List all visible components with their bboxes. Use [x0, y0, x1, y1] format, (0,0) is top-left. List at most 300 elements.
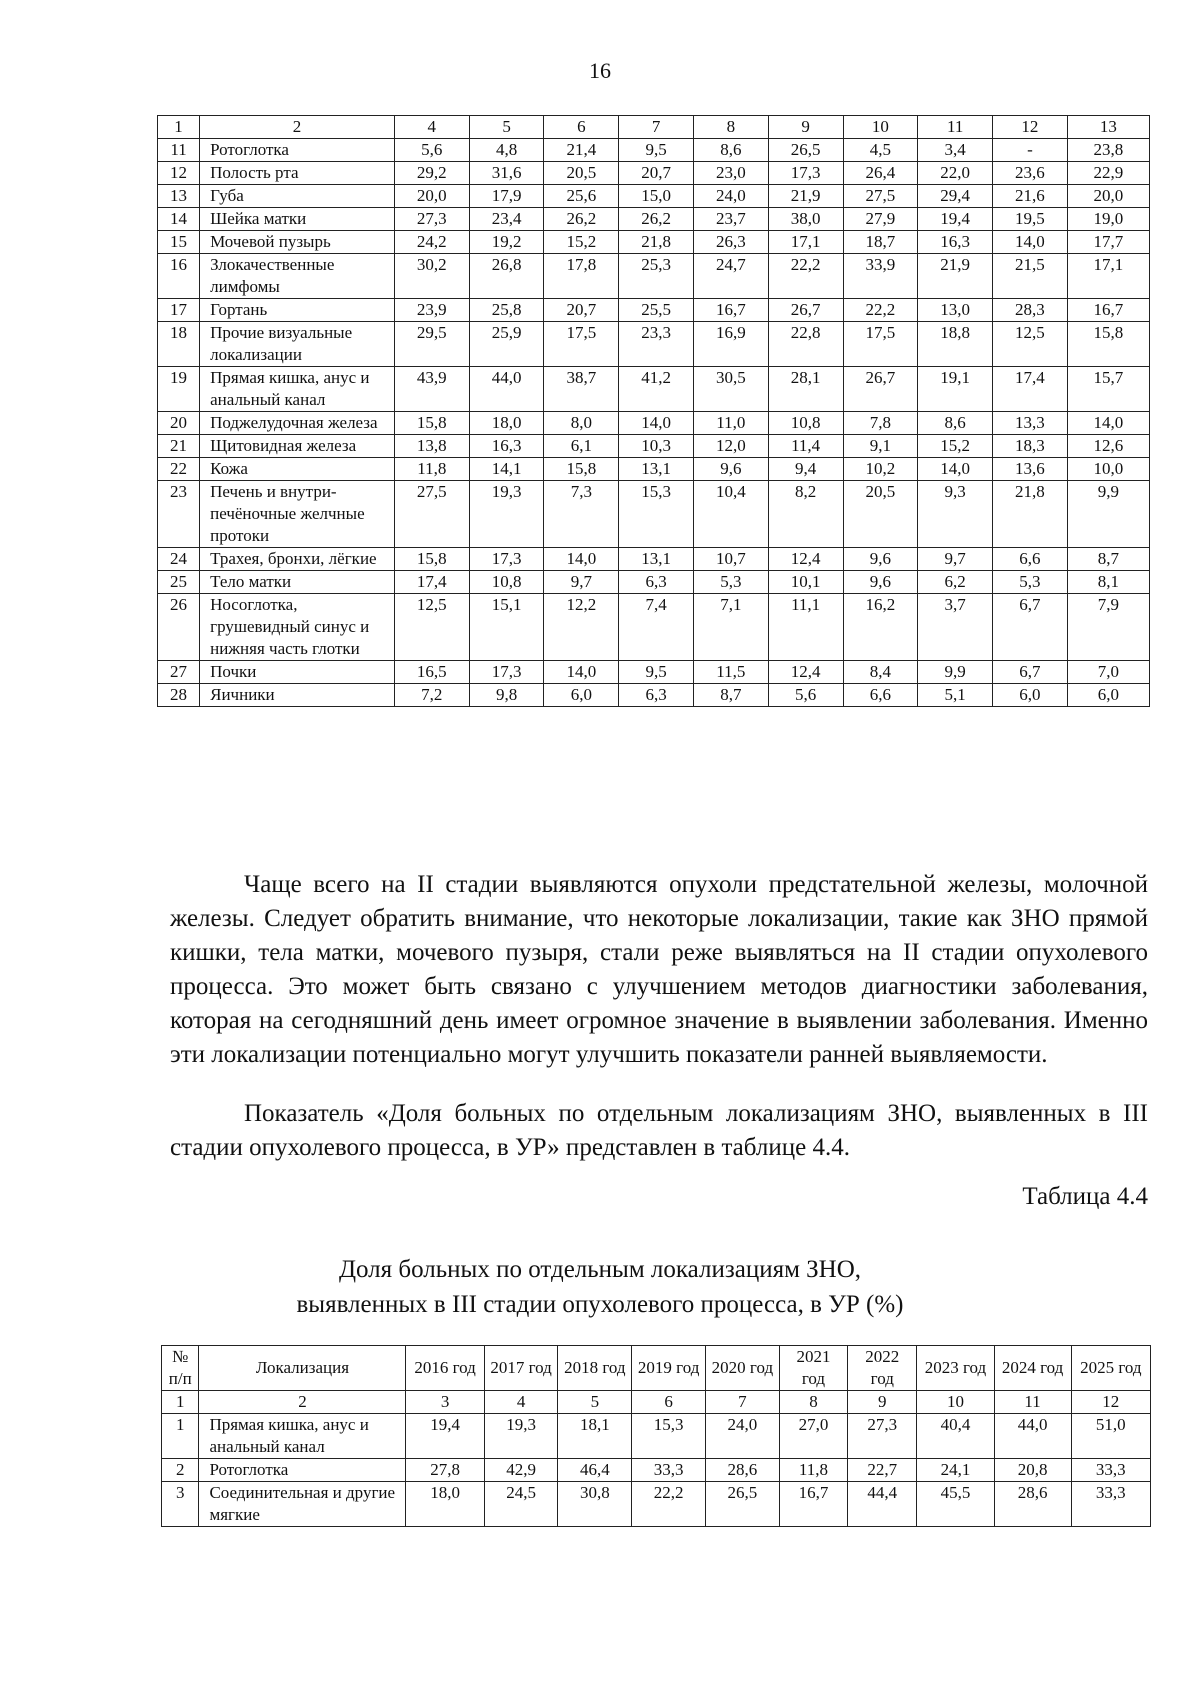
value-cell: 7,8: [843, 412, 918, 435]
row-number-cell: 20: [158, 412, 200, 435]
table-row: [158, 231, 1150, 254]
value-cell: 10,2: [843, 458, 918, 481]
value-cell: 19,1: [918, 367, 993, 412]
localization-cell: Шейка матки: [200, 208, 395, 231]
value-cell: 26,5: [768, 139, 843, 162]
value-cell: 22,8: [768, 322, 843, 367]
value-cell: 8,0: [544, 412, 619, 435]
value-cell: 15,3: [632, 1414, 706, 1459]
value-cell: 9,3: [918, 481, 993, 548]
value-cell: 17,4: [993, 367, 1068, 412]
value-cell: 26,7: [768, 299, 843, 322]
table-row: [158, 162, 1150, 185]
value-cell: 6,6: [993, 548, 1068, 571]
localization-cell: Почки: [200, 661, 395, 684]
value-cell: 10,3: [619, 435, 694, 458]
value-cell: 21,5: [993, 254, 1068, 299]
value-cell: 14,0: [993, 231, 1068, 254]
value-cell: 21,4: [544, 139, 619, 162]
localization-cell: Мочевой пузырь: [200, 231, 395, 254]
value-cell: 22,2: [768, 254, 843, 299]
value-cell: 15,1: [469, 594, 544, 661]
column-number-cell: 3: [406, 1391, 484, 1414]
value-cell: 26,5: [706, 1482, 780, 1527]
value-cell: 33,3: [1071, 1459, 1150, 1482]
row-number-cell: 19: [158, 367, 200, 412]
value-cell: 3,4: [918, 139, 993, 162]
value-cell: 20,7: [619, 162, 694, 185]
value-cell: 13,8: [394, 435, 469, 458]
value-cell: 19,4: [918, 208, 993, 231]
value-cell: 10,8: [768, 412, 843, 435]
header-year: 2016 год: [406, 1346, 484, 1391]
value-cell: 27,8: [406, 1459, 484, 1482]
value-cell: 8,7: [1067, 548, 1149, 571]
value-cell: 9,9: [1067, 481, 1149, 548]
value-cell: 13,1: [619, 548, 694, 571]
table-row: [158, 139, 1150, 162]
row-number-cell: 16: [158, 254, 200, 299]
value-cell: 18,8: [918, 322, 993, 367]
value-cell: 18,0: [406, 1482, 484, 1527]
column-number-cell: 4: [484, 1391, 558, 1414]
column-number-cell: 8: [779, 1391, 847, 1414]
row-number-cell: 26: [158, 594, 200, 661]
value-cell: 5,6: [768, 684, 843, 707]
value-cell: 9,7: [918, 548, 993, 571]
value-cell: 14,0: [544, 548, 619, 571]
value-cell: 33,3: [1071, 1482, 1150, 1527]
column-number-cell: 13: [1067, 116, 1149, 139]
value-cell: 15,3: [619, 481, 694, 548]
value-cell: 7,0: [1067, 661, 1149, 684]
value-cell: 22,2: [843, 299, 918, 322]
value-cell: 12,5: [394, 594, 469, 661]
value-cell: 10,0: [1067, 458, 1149, 481]
table-row: [158, 412, 1150, 435]
row-number-cell: 25: [158, 571, 200, 594]
value-cell: 15,2: [918, 435, 993, 458]
value-cell: 23,6: [993, 162, 1068, 185]
value-cell: 6,6: [843, 684, 918, 707]
value-cell: 38,7: [544, 367, 619, 412]
header-year: 2025 год: [1071, 1346, 1150, 1391]
value-cell: 7,4: [619, 594, 694, 661]
value-cell: 16,2: [843, 594, 918, 661]
value-cell: 28,6: [994, 1482, 1071, 1527]
body-paragraph-1: Чаще всего на II стадии выявляются опухоли предстательной железы, молочной железы. Следует обратить внимание, что некоторые локализации, такие как ЗНО прямой кишки, тела матки, мочевого пузыря, стали реже выявляться на II стадии опухолевого процесса. Это может быть связано с улучшением методов диагностики заболевания, которая на сегодняшний день имеет огромное значение в выявлении заболевания. Именно эти локализации потенциально могут улучшить показатели ранней выявляемости.: [170, 871, 1148, 1068]
table-stage-2-continuation: [157, 115, 1150, 707]
value-cell: 22,0: [918, 162, 993, 185]
table-label: Таблица 4.4: [1022, 1183, 1148, 1210]
value-cell: 8,7: [693, 684, 768, 707]
value-cell: 9,5: [619, 661, 694, 684]
header-year: 2021 год: [779, 1346, 847, 1391]
localization-cell: Прочие визуальные локализации: [200, 322, 395, 367]
column-number-cell: 8: [693, 116, 768, 139]
value-cell: 16,5: [394, 661, 469, 684]
localization-cell: Ротоглотка: [199, 1459, 406, 1482]
localization-cell: Поджелудочная железа: [200, 412, 395, 435]
table-4-4: [161, 1345, 1151, 1527]
localization-cell: Полость рта: [200, 162, 395, 185]
row-number-cell: 2: [162, 1459, 199, 1482]
value-cell: 21,9: [918, 254, 993, 299]
localization-cell: Кожа: [200, 458, 395, 481]
column-number-cell: 9: [768, 116, 843, 139]
value-cell: 8,6: [693, 139, 768, 162]
value-cell: 15,0: [619, 185, 694, 208]
table-row: [158, 661, 1150, 684]
value-cell: 25,6: [544, 185, 619, 208]
header-year: 2019 год: [632, 1346, 706, 1391]
value-cell: 38,0: [768, 208, 843, 231]
value-cell: 11,1: [768, 594, 843, 661]
row-number-cell: 3: [162, 1482, 199, 1527]
value-cell: 6,0: [544, 684, 619, 707]
table-row: [158, 684, 1150, 707]
value-cell: 24,5: [484, 1482, 558, 1527]
header-year: 2020 год: [706, 1346, 780, 1391]
value-cell: 7,3: [544, 481, 619, 548]
body-paragraph-2: Показатель «Доля больных по отдельным локализациям ЗНО, выявленных в III стадии опухолевого процесса, в УР» представлен в таблице 4.4.: [170, 1100, 1148, 1161]
value-cell: 18,7: [843, 231, 918, 254]
row-number-cell: 18: [158, 322, 200, 367]
value-cell: 9,8: [469, 684, 544, 707]
table-row: [158, 367, 1150, 412]
value-cell: 17,3: [768, 162, 843, 185]
value-cell: 25,5: [619, 299, 694, 322]
column-number-cell: 10: [843, 116, 918, 139]
value-cell: 15,7: [1067, 367, 1149, 412]
table-row: [158, 254, 1150, 299]
value-cell: 11,0: [693, 412, 768, 435]
column-number-cell: 6: [544, 116, 619, 139]
value-cell: 19,5: [993, 208, 1068, 231]
value-cell: 4,8: [469, 139, 544, 162]
value-cell: 22,9: [1067, 162, 1149, 185]
value-cell: 14,0: [1067, 412, 1149, 435]
value-cell: 9,7: [544, 571, 619, 594]
value-cell: 5,3: [993, 571, 1068, 594]
value-cell: 12,6: [1067, 435, 1149, 458]
value-cell: 26,2: [619, 208, 694, 231]
column-number-cell: 6: [632, 1391, 706, 1414]
column-number-cell: 7: [619, 116, 694, 139]
value-cell: 40,4: [917, 1414, 994, 1459]
value-cell: 23,8: [1067, 139, 1149, 162]
value-cell: 21,9: [768, 185, 843, 208]
value-cell: 31,6: [469, 162, 544, 185]
value-cell: 12,2: [544, 594, 619, 661]
value-cell: 13,6: [993, 458, 1068, 481]
value-cell: 6,1: [544, 435, 619, 458]
localization-cell: Яичники: [200, 684, 395, 707]
row-number-cell: 23: [158, 481, 200, 548]
table-row: [158, 185, 1150, 208]
value-cell: 24,2: [394, 231, 469, 254]
value-cell: 16,9: [693, 322, 768, 367]
localization-cell: Прямая кишка, анус и анальный канал: [199, 1414, 406, 1459]
row-number-cell: 11: [158, 139, 200, 162]
value-cell: 6,7: [993, 661, 1068, 684]
row-number-cell: 14: [158, 208, 200, 231]
value-cell: 10,8: [469, 571, 544, 594]
header-number: № п/п: [162, 1346, 199, 1391]
row-number-cell: 17: [158, 299, 200, 322]
value-cell: 24,0: [693, 185, 768, 208]
value-cell: 27,3: [394, 208, 469, 231]
value-cell: 25,8: [469, 299, 544, 322]
value-cell: 9,6: [843, 571, 918, 594]
value-cell: 11,8: [779, 1459, 847, 1482]
value-cell: 14,1: [469, 458, 544, 481]
value-cell: 8,4: [843, 661, 918, 684]
value-cell: 27,5: [843, 185, 918, 208]
value-cell: 9,9: [918, 661, 993, 684]
value-cell: 6,7: [993, 594, 1068, 661]
column-number-cell: 1: [162, 1391, 199, 1414]
header-year: 2024 год: [994, 1346, 1071, 1391]
header-year: 2018 год: [558, 1346, 632, 1391]
value-cell: 17,5: [843, 322, 918, 367]
value-cell: 12,5: [993, 322, 1068, 367]
value-cell: 18,0: [469, 412, 544, 435]
localization-cell: Ротоглотка: [200, 139, 395, 162]
value-cell: 19,4: [406, 1414, 484, 1459]
value-cell: 29,2: [394, 162, 469, 185]
value-cell: 22,7: [848, 1459, 917, 1482]
value-cell: 8,6: [918, 412, 993, 435]
row-number-cell: 28: [158, 684, 200, 707]
row-number-cell: 13: [158, 185, 200, 208]
value-cell: 23,9: [394, 299, 469, 322]
value-cell: 42,9: [484, 1459, 558, 1482]
value-cell: 9,1: [843, 435, 918, 458]
localization-cell: Гортань: [200, 299, 395, 322]
value-cell: 45,5: [917, 1482, 994, 1527]
value-cell: 51,0: [1071, 1414, 1150, 1459]
value-cell: 16,3: [469, 435, 544, 458]
value-cell: 28,3: [993, 299, 1068, 322]
table-header-row: [162, 1346, 1151, 1391]
table-row: [158, 548, 1150, 571]
column-number-cell: 9: [848, 1391, 917, 1414]
value-cell: 26,4: [843, 162, 918, 185]
row-number-cell: 12: [158, 162, 200, 185]
value-cell: 12,0: [693, 435, 768, 458]
table-row: [158, 322, 1150, 367]
value-cell: 30,2: [394, 254, 469, 299]
value-cell: 9,6: [693, 458, 768, 481]
value-cell: 33,9: [843, 254, 918, 299]
table-row: [158, 594, 1150, 661]
column-number-cell: 2: [199, 1391, 406, 1414]
value-cell: 23,7: [693, 208, 768, 231]
value-cell: 20,0: [394, 185, 469, 208]
value-cell: 17,4: [394, 571, 469, 594]
value-cell: 27,5: [394, 481, 469, 548]
value-cell: 15,8: [1067, 322, 1149, 367]
localization-cell: Губа: [200, 185, 395, 208]
table-row: [158, 208, 1150, 231]
value-cell: 15,8: [544, 458, 619, 481]
value-cell: 5,3: [693, 571, 768, 594]
value-cell: 26,8: [469, 254, 544, 299]
table-row: [158, 571, 1150, 594]
localization-cell: Печень и внутри-печёночные желчные протоки: [200, 481, 395, 548]
value-cell: 8,2: [768, 481, 843, 548]
value-cell: 19,3: [484, 1414, 558, 1459]
value-cell: 14,0: [544, 661, 619, 684]
table-numbering-row: [162, 1391, 1151, 1414]
column-number-cell: 7: [706, 1391, 780, 1414]
value-cell: 9,4: [768, 458, 843, 481]
localization-cell: Злокачественные лимфомы: [200, 254, 395, 299]
column-number-cell: 1: [158, 116, 200, 139]
value-cell: 12,4: [768, 548, 843, 571]
value-cell: 44,0: [994, 1414, 1071, 1459]
value-cell: 21,8: [619, 231, 694, 254]
value-cell: 19,0: [1067, 208, 1149, 231]
value-cell: 26,7: [843, 367, 918, 412]
value-cell: 17,7: [1067, 231, 1149, 254]
value-cell: 25,9: [469, 322, 544, 367]
row-number-cell: 24: [158, 548, 200, 571]
value-cell: 11,4: [768, 435, 843, 458]
value-cell: 26,2: [544, 208, 619, 231]
value-cell: 43,9: [394, 367, 469, 412]
value-cell: 20,5: [843, 481, 918, 548]
value-cell: 17,1: [768, 231, 843, 254]
header-year: 2017 год: [484, 1346, 558, 1391]
value-cell: 26,3: [693, 231, 768, 254]
value-cell: 18,1: [558, 1414, 632, 1459]
caption-line-1: Доля больных по отдельным локализациям ЗНО,: [338, 1256, 862, 1283]
localization-cell: Прямая кишка, анус и анальный канал: [200, 367, 395, 412]
value-cell: 18,3: [993, 435, 1068, 458]
row-number-cell: 27: [158, 661, 200, 684]
value-cell: 24,7: [693, 254, 768, 299]
header-year: 2022 год: [848, 1346, 917, 1391]
value-cell: 12,4: [768, 661, 843, 684]
row-number-cell: 21: [158, 435, 200, 458]
column-number-cell: 4: [394, 116, 469, 139]
value-cell: 14,0: [619, 412, 694, 435]
value-cell: 20,7: [544, 299, 619, 322]
value-cell: 15,2: [544, 231, 619, 254]
value-cell: 6,2: [918, 571, 993, 594]
column-number-cell: 10: [917, 1391, 994, 1414]
header-localization: Локализация: [199, 1346, 406, 1391]
value-cell: 17,3: [469, 661, 544, 684]
value-cell: 7,2: [394, 684, 469, 707]
column-number-cell: 11: [994, 1391, 1071, 1414]
row-number-cell: 15: [158, 231, 200, 254]
value-cell: 21,8: [993, 481, 1068, 548]
column-number-cell: 5: [469, 116, 544, 139]
value-cell: 15,8: [394, 548, 469, 571]
value-cell: 9,5: [619, 139, 694, 162]
value-cell: 7,1: [693, 594, 768, 661]
value-cell: 3,7: [918, 594, 993, 661]
value-cell: 27,3: [848, 1414, 917, 1459]
value-cell: 16,7: [779, 1482, 847, 1527]
column-number-cell: 5: [558, 1391, 632, 1414]
value-cell: 10,1: [768, 571, 843, 594]
value-cell: 17,3: [469, 548, 544, 571]
value-cell: 17,5: [544, 322, 619, 367]
value-cell: -: [993, 139, 1068, 162]
value-cell: 4,5: [843, 139, 918, 162]
value-cell: 13,0: [918, 299, 993, 322]
localization-cell: Соединительная и другие мягкие: [199, 1482, 406, 1527]
value-cell: 17,1: [1067, 254, 1149, 299]
value-cell: 44,4: [848, 1482, 917, 1527]
value-cell: 30,8: [558, 1482, 632, 1527]
row-number-cell: 22: [158, 458, 200, 481]
value-cell: 9,6: [843, 548, 918, 571]
value-cell: 27,9: [843, 208, 918, 231]
value-cell: 19,2: [469, 231, 544, 254]
value-cell: 17,8: [544, 254, 619, 299]
localization-cell: Носоглотка, грушевидный синус и нижняя часть глотки: [200, 594, 395, 661]
value-cell: 17,9: [469, 185, 544, 208]
value-cell: 11,8: [394, 458, 469, 481]
table-row: [162, 1459, 1151, 1482]
value-cell: 28,1: [768, 367, 843, 412]
value-cell: 29,4: [918, 185, 993, 208]
value-cell: 16,7: [1067, 299, 1149, 322]
value-cell: 13,3: [993, 412, 1068, 435]
value-cell: 23,3: [619, 322, 694, 367]
value-cell: 24,1: [917, 1459, 994, 1482]
value-cell: 27,0: [779, 1414, 847, 1459]
table-row: [158, 299, 1150, 322]
value-cell: 7,9: [1067, 594, 1149, 661]
column-number-cell: 12: [1071, 1391, 1150, 1414]
table-row: [158, 458, 1150, 481]
value-cell: 46,4: [558, 1459, 632, 1482]
value-cell: 5,1: [918, 684, 993, 707]
value-cell: 16,7: [693, 299, 768, 322]
value-cell: 22,2: [632, 1482, 706, 1527]
value-cell: 19,3: [469, 481, 544, 548]
table-row: [158, 481, 1150, 548]
value-cell: 6,0: [1067, 684, 1149, 707]
value-cell: 10,7: [693, 548, 768, 571]
value-cell: 20,8: [994, 1459, 1071, 1482]
value-cell: 6,3: [619, 571, 694, 594]
caption-line-2: выявленных в III стадии опухолевого процесса, в УР (%): [296, 1291, 904, 1318]
table-caption: [0, 1252, 1200, 1322]
value-cell: 30,5: [693, 367, 768, 412]
localization-cell: Тело матки: [200, 571, 395, 594]
value-cell: 16,3: [918, 231, 993, 254]
value-cell: 11,5: [693, 661, 768, 684]
column-number-cell: 11: [918, 116, 993, 139]
table-row: [158, 435, 1150, 458]
value-cell: 23,0: [693, 162, 768, 185]
value-cell: 5,6: [394, 139, 469, 162]
value-cell: 23,4: [469, 208, 544, 231]
value-cell: 33,3: [632, 1459, 706, 1482]
header-year: 2023 год: [917, 1346, 994, 1391]
value-cell: 24,0: [706, 1414, 780, 1459]
table-numbering-row: [158, 116, 1150, 139]
table-row: [162, 1482, 1151, 1527]
value-cell: 13,1: [619, 458, 694, 481]
